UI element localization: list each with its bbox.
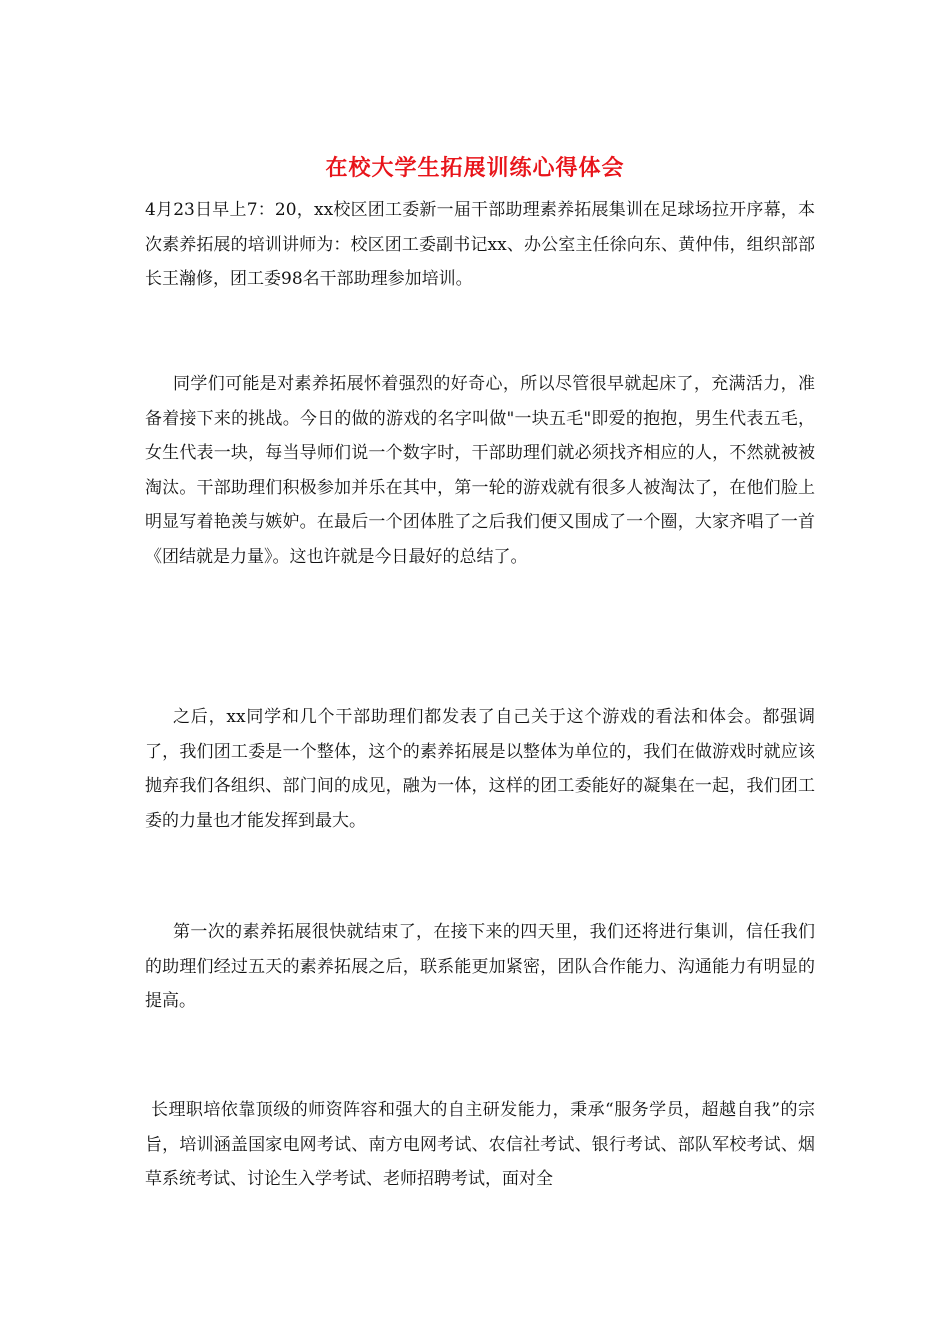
paragraph-intro: 4月23日早上7：20，xx校区团工委新一届干部助理素养拓展集训在足球场拉开序幕，本次素养拓展的培训讲师为：校区团工委副书记xx、办公室主任徐向东、黄仲伟，组织部部长王瀚修，团工委98名干部助理参加培训。 [145, 200, 815, 289]
paragraph-discussion: 之后，xx同学和几个干部助理们都发表了自己关于这个游戏的看法和体会。都强调了，我们团工委是一个整体，这个的素养拓展是以整体为单位的，我们在做游戏时就应该抛弃我们各组织、部门间的成见，融为一体，这样的团工委能好的凝集在一起，我们团工委的力量也才能发挥到最大。 [145, 707, 815, 831]
paragraph-conclusion: 第一次的素养拓展很快就结束了，在接下来的四天里，我们还将进行集训，信任我们的助理们经过五天的素养拓展之后，联系能更加紧密，团队合作能力、沟通能力有明显的提高。 [145, 922, 815, 1011]
paragraph-advertisement: 长理职培依靠顶级的师资阵容和强大的自主研发能力，秉承“服务学员，超越自我”的宗旨，培训涵盖国家电网考试、南方电网考试、农信社考试、银行考试、部队军校考试、烟草系统考试、讨论生入学考试、老师招聘考试，面对全 [145, 1100, 815, 1189]
document-title: 在校大学生拓展训练心得体会 [325, 155, 625, 181]
paragraph-game: 同学们可能是对素养拓展怀着强烈的好奇心，所以尽管很早就起床了，充满活力，准备着接下来的挑战。今日的做的游戏的名字叫做"一块五毛"即爱的抱抱，男生代表五毛，女生代表一块，每当导师们说一个数字时，干部助理们就必须找齐相应的人，不然就被被淘汰。干部助理们积极参加并乐在其中，第一轮的游戏就有很多人被淘汰了，在他们脸上明显写着艳羡与嫉妒。在最后一个团体胜了之后我们便又围成了一个圈，大家齐唱了一首《团结就是力量》。这也许就是今日最好的总结了。 [145, 374, 815, 567]
